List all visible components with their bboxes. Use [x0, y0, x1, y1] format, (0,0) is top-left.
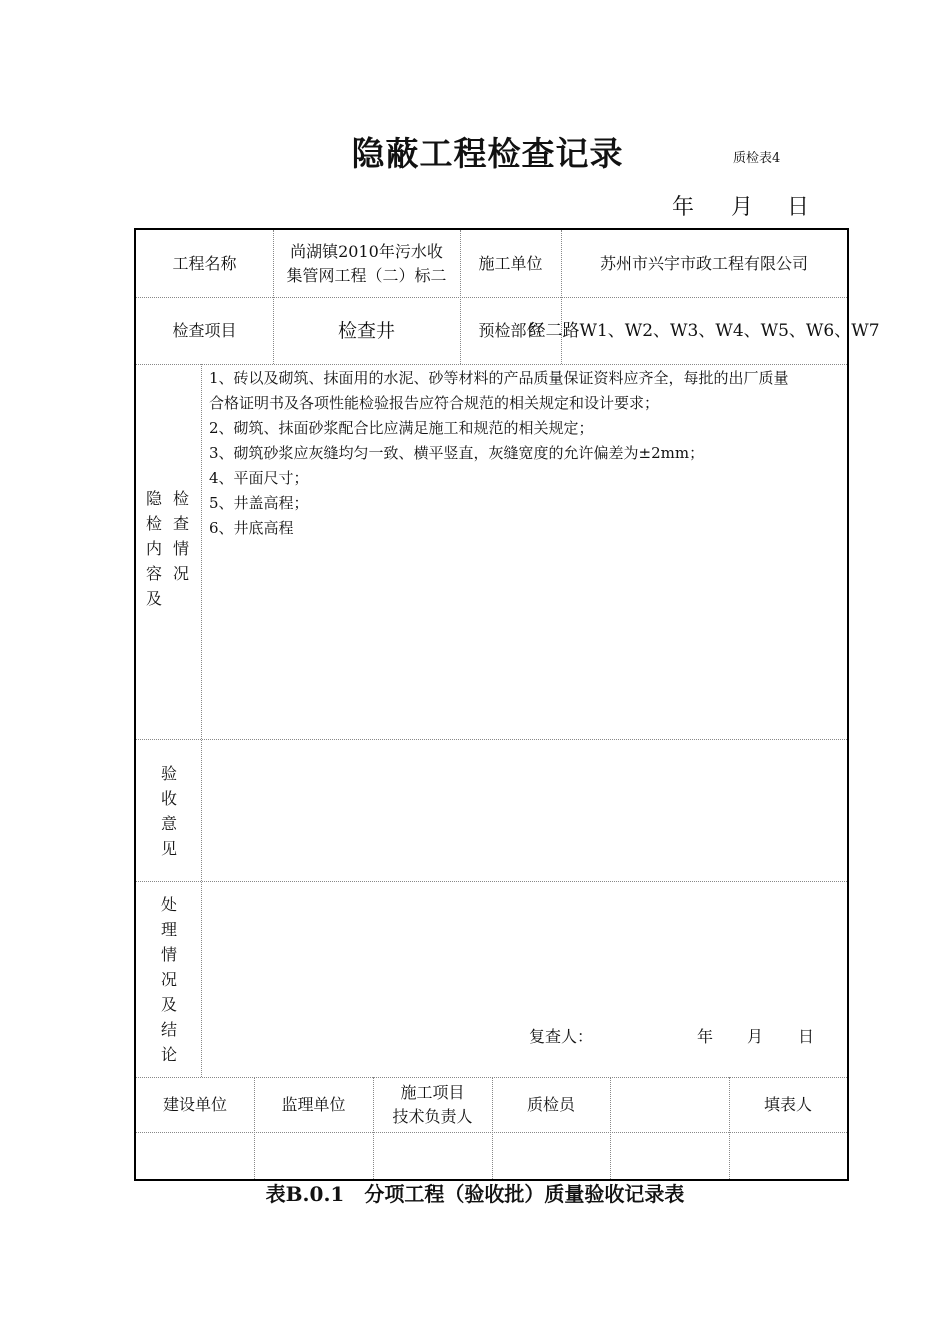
location-value: 经二路W1、W2、W3、W4、W5、W6、W7: [528, 320, 880, 341]
label-char: 处: [160, 895, 177, 914]
inspection-line: 1、砖以及砌筑、抹面用的水泥、砂等材料的产品质量保证资料应齐全，每批的出厂质量: [209, 369, 789, 387]
project-name-line2: 集管网工程（二）标二: [286, 265, 447, 285]
label-char: 况: [160, 970, 177, 989]
inspection-line: 合格证明书及各项性能检验报告应符合规范的相关规定和设计要求；: [209, 394, 660, 412]
date-month-label: 月: [731, 195, 754, 220]
project-name-label: 工程名称: [172, 253, 237, 273]
review-month-label: 月: [747, 1027, 764, 1046]
label-char: 情: [172, 539, 189, 558]
label-char: 容: [145, 564, 162, 583]
review-year-label: 年: [697, 1027, 714, 1046]
table-caption: 表B.0.1 分项工程（验收批）质量验收记录表: [265, 1182, 685, 1206]
reviewer-label: 复查人：: [529, 1027, 594, 1046]
label-char: 论: [160, 1045, 177, 1064]
label-char: 结: [160, 1020, 177, 1039]
date-day-label: 日: [787, 195, 810, 220]
page-title: 隐蔽工程检查记录: [351, 134, 624, 173]
contractor-label: 施工单位: [478, 253, 543, 273]
project-tech-line2: 技术负责人: [392, 1106, 473, 1126]
form-filler-label: 填表人: [763, 1094, 812, 1114]
project-tech-lead-label: [373, 1077, 492, 1132]
label-char: 及: [160, 995, 177, 1014]
label-char: 情: [160, 945, 177, 964]
handling-label: [159, 892, 179, 1067]
location-label: 预检部位: [478, 320, 543, 340]
inspection-line: 4、平面尺寸；: [209, 469, 309, 487]
quality-inspector-label: 质检员: [526, 1094, 575, 1114]
inspection-line: 6、井底高程: [209, 519, 294, 537]
inspection-item-label: 检查项目: [172, 320, 237, 340]
project-name-value: [273, 230, 460, 297]
label-char: 检: [172, 489, 189, 508]
date-year-label: 年: [672, 195, 695, 220]
label-char: 况: [172, 564, 189, 583]
inspection-line: 5、井盖高程；: [209, 494, 309, 512]
review-day-label: 日: [798, 1027, 815, 1046]
row-divider: [136, 881, 847, 882]
label-char: 检: [145, 514, 162, 533]
form-number: 质检表4: [733, 151, 781, 166]
label-char: 理: [160, 920, 177, 939]
inspection-label-col1: [144, 486, 164, 611]
supervision-unit-label: 监理单位: [281, 1094, 346, 1114]
inspection-item-value: 检查井: [337, 319, 395, 342]
label-char: 内: [145, 539, 162, 558]
row-divider: [136, 739, 847, 740]
label-char: 查: [172, 514, 189, 533]
col-divider: [201, 364, 202, 1077]
construction-unit-label: 建设单位: [162, 1094, 227, 1114]
contractor-value: 苏州市兴宇市政工程有限公司: [599, 253, 808, 273]
inspection-content: [209, 366, 845, 541]
col-divider: [610, 1077, 611, 1179]
label-char: 见: [160, 839, 177, 858]
row-divider: [136, 364, 847, 365]
label-char: 意: [160, 814, 177, 833]
project-name-line1: 尚湖镇2010年污水收: [290, 241, 443, 261]
project-tech-line1: 施工项目: [400, 1082, 465, 1102]
label-char: 及: [145, 589, 162, 608]
label-char: 隐: [145, 489, 162, 508]
acceptance-label: [159, 761, 179, 861]
inspection-label-col2: [171, 486, 191, 586]
label-char: 收: [160, 789, 177, 808]
label-char: 验: [160, 764, 177, 783]
inspection-line: 3、砌筑砂浆应灰缝均匀一致、横平竖直，灰缝宽度的允许偏差为±2mm；: [209, 444, 705, 462]
inspection-line: 2、砌筑、抹面砂浆配合比应满足施工和规范的相关规定；: [209, 419, 594, 437]
